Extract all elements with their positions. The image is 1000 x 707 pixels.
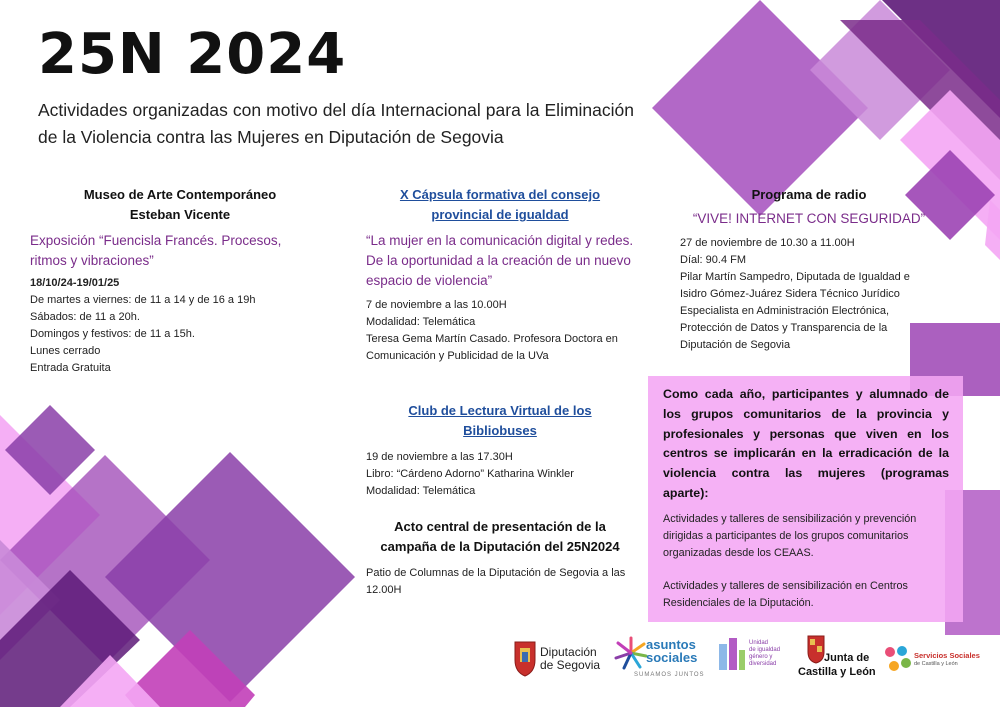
club-line: 19 de noviembre a las 17.30H	[366, 451, 513, 463]
museo-line: Lunes cerrado	[30, 345, 101, 357]
diamond-top-1	[652, 0, 868, 216]
page-title: 25N 2024	[38, 22, 347, 87]
radio-section	[680, 185, 938, 354]
club-line: Libro: “Cárdeno Adorno” Katharina Winkler	[366, 468, 574, 480]
logo-asuntos-sociales	[614, 630, 710, 686]
junta-text: Junta de	[824, 652, 870, 664]
museo-quote: Exposición “Fuencisla Francés. Procesos, ritmos y vibraciones”	[30, 233, 282, 268]
capsula-line: Teresa Gema Martín Casado. Profesora Doctora en Comunicación y Publicidad de la UVa	[366, 333, 618, 362]
club-heading-link[interactable]: Club de Lectura Virtual de los Bibliobuses	[408, 403, 592, 438]
museo-section	[30, 185, 330, 377]
capsula-quote: “La mujer en la comunicación digital y redes. De la oportunidad a la creación de un nuevo espacio de violencia”	[366, 233, 634, 288]
junta-shield-icon	[806, 632, 826, 664]
logo-junta	[798, 630, 878, 686]
sunburst-icon	[614, 636, 648, 670]
junta-text-2: Castilla y León	[798, 666, 876, 678]
capsula-heading-link[interactable]: X Cápsula formativa del consejo provincial de igualdad	[399, 187, 601, 222]
community-box-details	[663, 511, 949, 612]
museo-line: Entrada Gratuita	[30, 362, 111, 374]
radio-line: 27 de noviembre de 10.30 a 11.00H	[680, 237, 855, 249]
radio-line: Pilar Martín Sampedro, Diputada de Igualdad e Isidro Gómez-Juárez Sidera Técnico Jurídico Especialista en Administración Electrónica, Protección de Datos y Transparencia de la Diputación de Segovia	[680, 271, 910, 351]
community-box-para-2: Actividades y talleres de sensibilización en Centros Residenciales de la Diputación.	[663, 580, 908, 610]
diamond-bl-4	[105, 452, 355, 702]
radio-line: Díal: 90.4 FM	[680, 254, 747, 266]
club-line: Modalidad: Telemática	[366, 485, 476, 497]
museo-line: De martes a viernes: de 11 a 14 y de 16 a 19h	[30, 294, 256, 306]
community-box-para-1: Actividades y talleres de sensibilización y prevención dirigidas a participantes de los grupos comunitarios organizadas desde los CEAAS.	[663, 513, 917, 559]
diputacion-text: Diputación de Segovia	[540, 645, 601, 672]
museo-line: Domingos y festivos: de 11 a 15h.	[30, 328, 195, 340]
radio-quote: “VIVE! INTERNET CON SEGURIDAD”	[692, 211, 926, 226]
logo-unidad-igualdad	[717, 630, 797, 686]
logo-servicios-sociales	[882, 630, 980, 686]
ugd-icon	[717, 634, 747, 674]
diputacion-shield-icon	[512, 638, 538, 678]
museo-dates: 18/10/24-19/01/25	[30, 277, 120, 289]
community-box-bold-text: Como cada año, participantes y alumnado de los grupos comunitarios de la provincia y profesionales y personas que viven en los centros se implicarán en la erradicación de la violencia contra las mujeres (programas aparte):	[663, 387, 949, 500]
radio-heading: Programa de radio	[751, 187, 867, 202]
club-section	[366, 401, 634, 500]
museo-heading-2: Esteban Vicente	[129, 207, 231, 222]
servicios-text: Servicios Sociales de Castilla y León	[914, 651, 980, 667]
asuntos-slogan: SUMAMOS JUNTOS	[634, 672, 705, 678]
acto-heading: Acto central de presentación de la campaña de la Diputación del 25N2024	[380, 519, 620, 554]
museo-heading-1: Museo de Arte Contemporáneo	[83, 187, 277, 202]
asuntos-text: asuntos sociales	[646, 637, 698, 665]
logos-bar	[510, 630, 980, 690]
capsula-line: 7 de noviembre a las 10.00H	[366, 299, 507, 311]
acto-section	[366, 517, 634, 599]
capsula-section	[366, 185, 634, 365]
acto-text: Patio de Columnas de la Diputación de Segovia a las 12.00H	[366, 567, 626, 596]
unidad-text: Unidad de igualdad género y diversidad	[749, 640, 781, 667]
museo-line: Sábados: de 11 a 20h.	[30, 311, 140, 323]
capsula-line: Modalidad: Telemática	[366, 316, 476, 328]
people-icon	[882, 644, 912, 674]
page-subtitle: Actividades organizadas con motivo del día Internacional para la Eliminación de la Violencia contra las Mujeres en Diputación de Segovia	[38, 100, 634, 147]
logo-diputacion	[510, 630, 605, 686]
